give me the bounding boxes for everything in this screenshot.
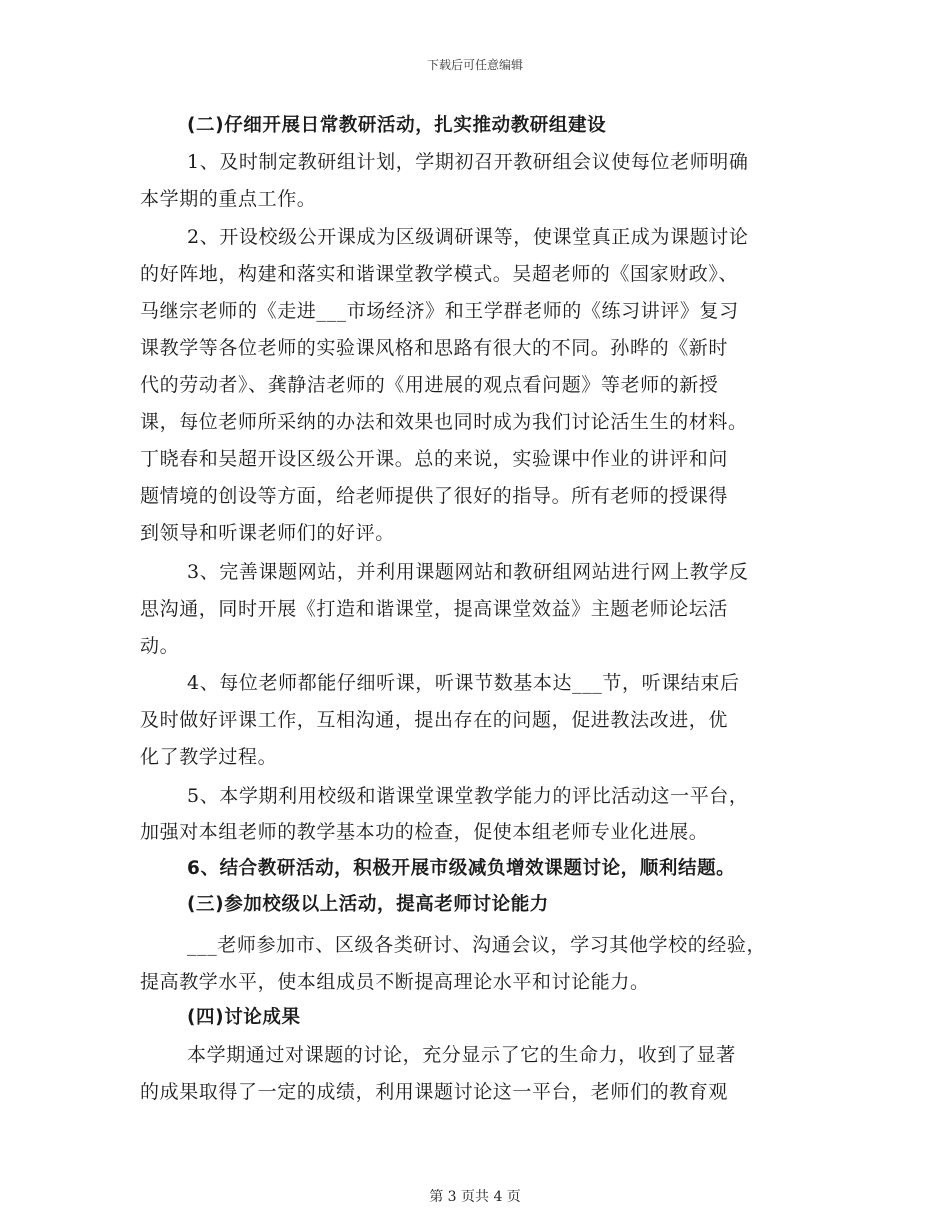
paragraph-line: ___老师参加市、区级各类研讨、沟通会议，学习其他学校的经验， [187, 934, 767, 956]
paragraph-line: 代的劳动者》、龚静洁老师的《用进展的观点看问题》等老师的新授 [140, 374, 719, 396]
section-heading: (四)讨论成果 [187, 1007, 301, 1028]
paragraph-line: 4、每位老师都能仔细听课，听课节数基本达___节，听课结束后 [187, 672, 740, 694]
paragraph-line: 动。 [140, 635, 180, 657]
paragraph-line: 3、完善课题网站，并利用课题网站和教研组网站进行网上教学反 [187, 561, 749, 583]
paragraph-line: 化了教学过程。 [140, 746, 278, 768]
page-number-footer: 第 3 页共 4 页 [429, 1189, 521, 1205]
paragraph-line: 2、开设校级公开课成为区级调研课等，使课堂真正成为课题讨论 [187, 226, 749, 248]
section-heading: (三)参加校级以上活动，提高老师讨论能力 [187, 894, 549, 915]
paragraph-line: 思沟通，同时开展《打造和谐课堂，提高课堂效益》主题老师论坛活 [140, 598, 729, 620]
paragraph-line: 提高教学水平，使本组成员不断提高理论水平和讨论能力。 [140, 971, 650, 993]
paragraph-line: 的成果取得了一定的成绩，利用课题讨论这一平台，老师们的教育观 [140, 1081, 729, 1103]
paragraph-line: 及时做好评课工作，互相沟通，提出存在的问题，促进教法改进，优 [140, 709, 729, 731]
paragraph-line: 1、及时制定教研组计划，学期初召开教研组会议使每位老师明确 [187, 151, 749, 173]
page-header-note: 下载后可任意编辑 [426, 58, 523, 72]
paragraph-line: 本学期的重点工作。 [140, 188, 317, 210]
paragraph-line: 本学期通过对课题的讨论，充分显示了它的生命力，收到了显著 [187, 1044, 736, 1066]
paragraph-line: 的好阵地，构建和落实和谐课堂教学模式。吴超老师的《国家财政》、 [140, 263, 739, 285]
paragraph-line: 课教学等各位老师的实验课风格和思路有很大的不同。孙晔的《新时 [140, 337, 729, 359]
paragraph-line: 题情境的创设等方面，给老师提供了很好的指导。所有老师的授课得 [140, 485, 729, 507]
paragraph-line: 加强对本组老师的教学基本功的检查，促使本组老师专业化进展。 [140, 821, 709, 843]
section-heading: (二)仔细开展日常教研活动，扎实推动教研组建设 [187, 115, 607, 136]
paragraph-line: 马继宗老师的《走进___市场经济》和王学群老师的《练习讲评》复习 [140, 300, 739, 322]
paragraph-line: 丁晓春和吴超开设区级公开课。总的来说，实验课中作业的讲评和问 [140, 448, 729, 470]
bold-item-line: 6、结合教研活动，积极开展市级减负增效课题讨论，顺利结题。 [187, 858, 736, 879]
paragraph-line: 到领导和听课老师们的好评。 [140, 522, 395, 544]
paragraph-line: 5、本学期利用校级和谐课堂课堂教学能力的评比活动这一平台， [187, 785, 749, 807]
paragraph-line: 课，每位老师所采纳的办法和效果也同时成为我们讨论活生生的材料。 [140, 411, 748, 433]
